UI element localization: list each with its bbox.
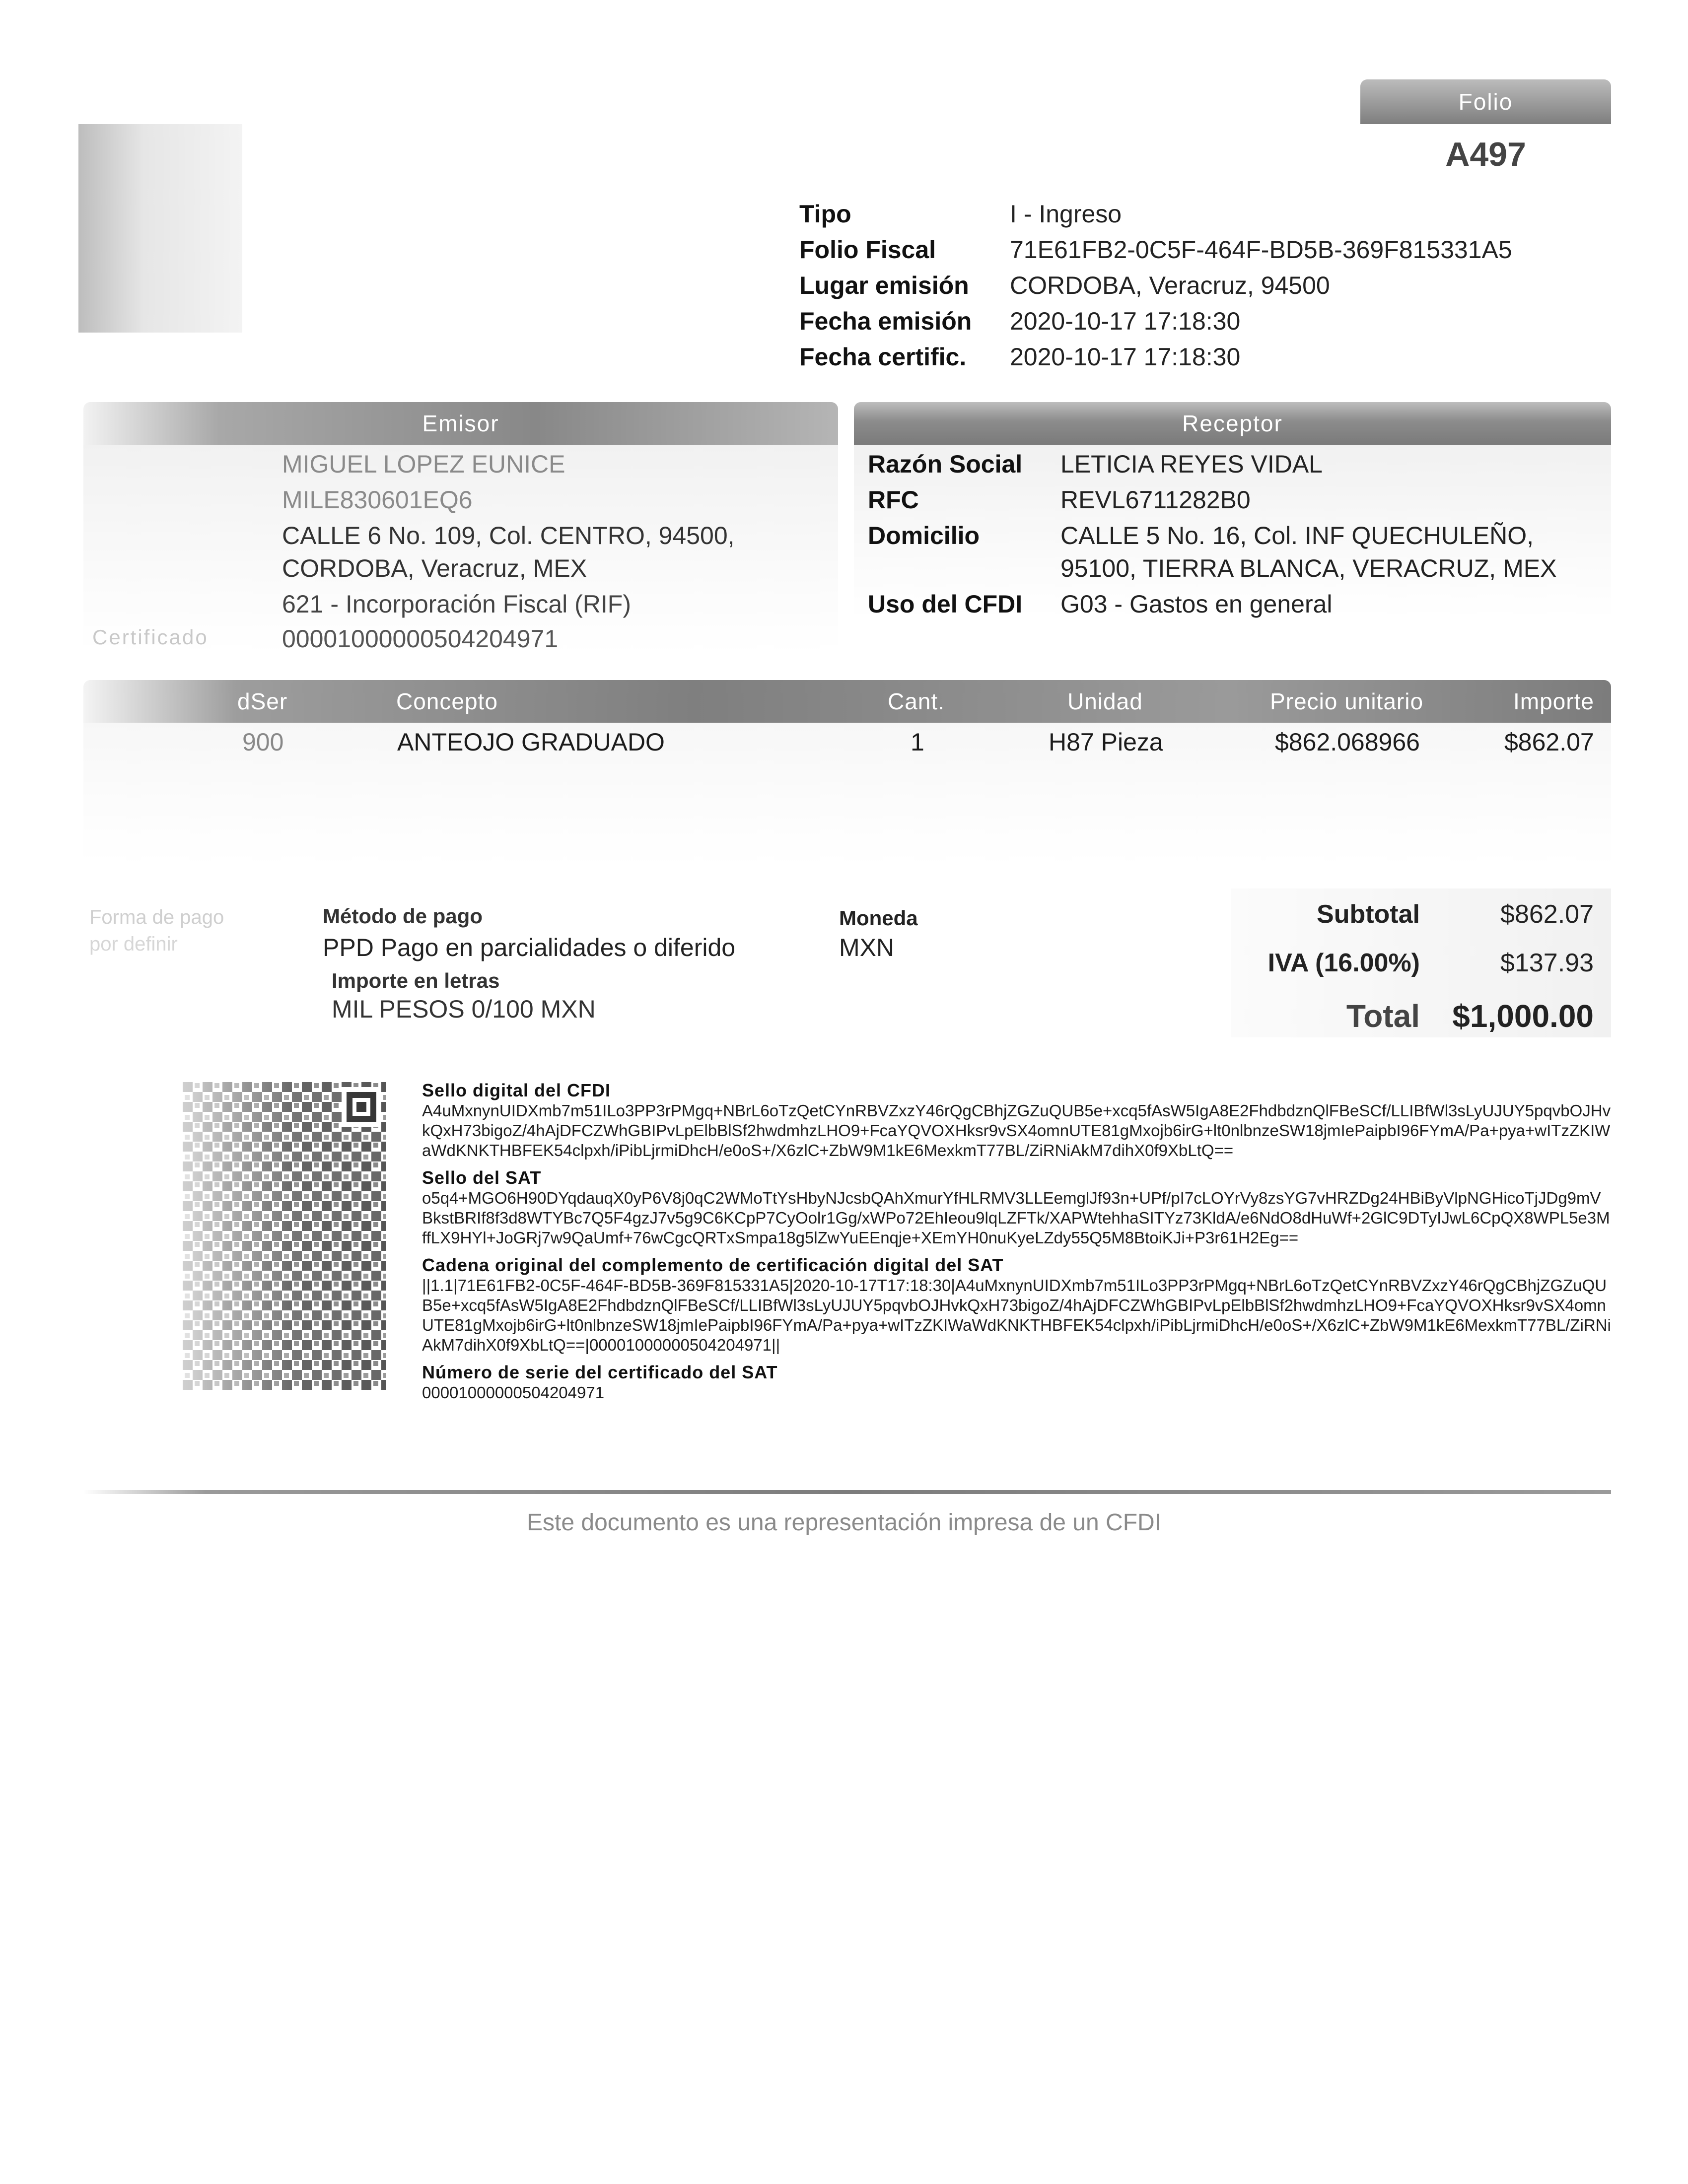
emisor-certificado-label: Certificado (92, 625, 209, 649)
table-row (83, 728, 1611, 762)
forma-pago-label: Forma de pago (89, 906, 224, 928)
fecha-certific-value: 2020-10-17 17:18:30 (1010, 343, 1241, 371)
emisor-domicilio-line2: CORDOBA, Veracruz, MEX (282, 554, 587, 582)
subtotal-value: $862.07 (1500, 900, 1594, 929)
receptor-header (854, 402, 1611, 445)
emisor-regimen: 621 - Incorporación Fiscal (RIF) (282, 590, 632, 618)
items-header-bar (83, 680, 1611, 723)
footer-note: Este documento es una representación impresa de un CFDI (526, 1509, 1162, 1536)
receptor-razon-label: Razón Social (868, 450, 1023, 478)
col-header-precio: Precio unitario (1270, 688, 1424, 714)
receptor-header-label: Receptor (1182, 410, 1283, 436)
lugar-emision-value: CORDOBA, Veracruz, 94500 (1010, 272, 1330, 299)
receptor-razon: LETICIA REYES VIDAL (1060, 450, 1323, 478)
fecha-certific-label: Fecha certific. (799, 343, 967, 371)
stamps (422, 1080, 1611, 1403)
serie-certificado-label: Número de serie del certificado del SAT (422, 1362, 778, 1382)
emisor-rfc: MILE830601EQ6 (282, 486, 473, 514)
total-value: $1,000.00 (1452, 998, 1594, 1034)
sello-sat-value: o5q4+MGO6H90DYqdauqX0yP6V8j0qC2WMoTtYsHbyNJcsbQAhXmurYfHLRMV3LLEemglJf93n+UPf/pI7cLOYrVy8zsYG7vHRZDg24HBiByVlpNGHicoTjJDg9mVBkstBRIf8f3d8WTYBc7Q5F4gzJ7v5g9C6KCpP7CyOolr1Gg/xWPo72EhIeou9lqLZFTk/XAPWtehhaSITYz73KldA/e6NdO8dHuWf+2GlC9DTyIJwL6CpQX8WPL5e3MffLX9HYl+JoGRj7w9QaUmf+76wCgcQRTxSmpa18g5lZwYuEEnqje+XEmYH0nuKyeLZdy55Q5M8BtoiKJi+P3r61H2Eg== (422, 1189, 1610, 1247)
emisor-header (83, 402, 838, 445)
tipo-label: Tipo (799, 200, 851, 228)
tipo-value: I - Ingreso (1010, 200, 1122, 228)
qr-code-graphic (83, 1082, 386, 1390)
importe-letras-value: MIL PESOS 0/100 MXN (332, 995, 596, 1023)
col-header-cant: Cant. (888, 688, 945, 714)
qr-code (83, 1082, 386, 1390)
row-clave: 900 (242, 728, 284, 756)
row-unidad: H87 Pieza (1049, 728, 1163, 756)
serie-certificado-value: 00001000000504204971 (422, 1383, 605, 1402)
row-concepto: ANTEOJO GRADUADO (397, 728, 665, 756)
col-header-importe: Importe (1513, 688, 1594, 714)
folio-fiscal-label: Folio Fiscal (799, 236, 936, 264)
cadena-original-value: ||1.1|71E61FB2-0C5F-464F-BD5B-369F815331A5|2020-10-17T17:18:30|A4uMxnynUIDXmb7m51ILo3PP3rPMgq+NBrL6oTzQetCYnRBVZxzY46rQgCBhjZGZuQUB5e+xcq5fAsW5IgA8E2FhdbdznQlFBeSCf/LLIBfWl3sLyUJUY5pqvbOJHvkQxH73bigoZ/4hAjDFCZWhGBIPvLpElbBlSf2hwdmhzLHO9+FcaYQVOXHksr9vSX4omnUTE81gMxojb6irG+lt0nlbnzeSW18jmIePaipbI96FYmA/Pa+pya+wITzZKIWaWdKNKTHBFEK54clpxh/iPibLjrmiDhcH/e0oS+/X6zlC+ZbW9M1kE6MexkmT77BL/ZiRNiAkM7dihX0f9XbLtQ==|00001000000504204971|| (422, 1276, 1611, 1354)
receptor-domicilio-line1: CALLE 5 No. 16, Col. INF QUECHULEÑO, (1060, 522, 1534, 549)
folio-label: Folio (1458, 89, 1513, 115)
moneda-label: Moneda (839, 906, 918, 930)
sello-sat-label: Sello del SAT (422, 1167, 542, 1188)
footer-divider (83, 1490, 1611, 1494)
emisor-domicilio-line1: CALLE 6 No. 109, Col. CENTRO, 94500, (282, 522, 735, 549)
receptor-rfc-label: RFC (868, 486, 919, 514)
row-importe: $862.07 (1504, 728, 1594, 756)
receptor-rfc: REVL6711282B0 (1060, 486, 1251, 514)
iva-value: $137.93 (1500, 949, 1594, 977)
moneda-value: MXN (839, 934, 895, 961)
importe-letras-label: Importe en letras (332, 969, 500, 992)
receptor-uso: G03 - Gastos en general (1060, 590, 1333, 618)
iva-label: IVA (16.00%) (1267, 949, 1420, 977)
receptor-domicilio-label: Domicilio (868, 522, 980, 549)
folio-value: A497 (1445, 136, 1526, 173)
subtotal-label: Subtotal (1317, 900, 1420, 929)
cadena-original-label: Cadena original del complemento de certificación digital del SAT (422, 1255, 1004, 1275)
col-header-concepto: Concepto (396, 688, 498, 714)
fecha-emision-value: 2020-10-17 17:18:30 (1010, 307, 1241, 335)
forma-pago-value: por definir (89, 933, 178, 955)
folio-badge (1360, 79, 1611, 124)
fecha-emision-label: Fecha emisión (799, 307, 972, 335)
emisor-name: MIGUEL LOPEZ EUNICE (282, 450, 565, 478)
col-header-clave: dSer (237, 688, 288, 714)
col-header-unidad: Unidad (1067, 688, 1143, 714)
metodo-pago-label: Método de pago (323, 904, 483, 928)
total-label: Total (1346, 998, 1420, 1034)
row-precio: $862.068966 (1275, 728, 1420, 756)
emisor-header-label: Emisor (422, 410, 499, 436)
folio-fiscal-value: 71E61FB2-0C5F-464F-BD5B-369F815331A5 (1010, 236, 1512, 264)
receptor-fields (868, 450, 1608, 618)
metodo-pago-value: PPD Pago en parcialidades o diferido (323, 934, 736, 961)
sello-cfdi-label: Sello digital del CFDI (422, 1080, 611, 1100)
lugar-emision-label: Lugar emisión (799, 272, 969, 299)
issuer-logo (78, 124, 242, 333)
receptor-uso-label: Uso del CFDI (868, 590, 1023, 618)
receptor-domicilio-line2: 95100, TIERRA BLANCA, VERACRUZ, MEX (1060, 554, 1557, 582)
emisor-certificado: 00001000000504204971 (282, 625, 559, 653)
general-info (799, 200, 1604, 378)
row-cant: 1 (911, 728, 924, 756)
emisor-fields (83, 450, 838, 653)
sello-cfdi-value: A4uMxnynUIDXmb7m51ILo3PP3rPMgq+NBrL6oTzQetCYnRBVZxzY46rQgCBhjZGZuQUB5e+xcq5fAsW5IgA8E2FhdbdznQlFBeSCf/LLIBfWl3sLyUJUY5pqvbOJHvkQxH73bigoZ/4hAjDFCZWhGBIPvLpElbBlSf2hwdmhzLHO9+FcaYQVOXHksr9vSX4omnUTE81gMxojb6irG+lt0nlbnzeSW18jmIePaipbI96FYmA/Pa+pya+wITzZKIWaWdKNKTHBFEK54clpxh/iPibLjrmiDhcH/e0oS+/X6zlC+ZbW9M1kE6MexkmT77BL/ZiRNiAkM7dihX0f9XbLtQ== (422, 1101, 1611, 1160)
